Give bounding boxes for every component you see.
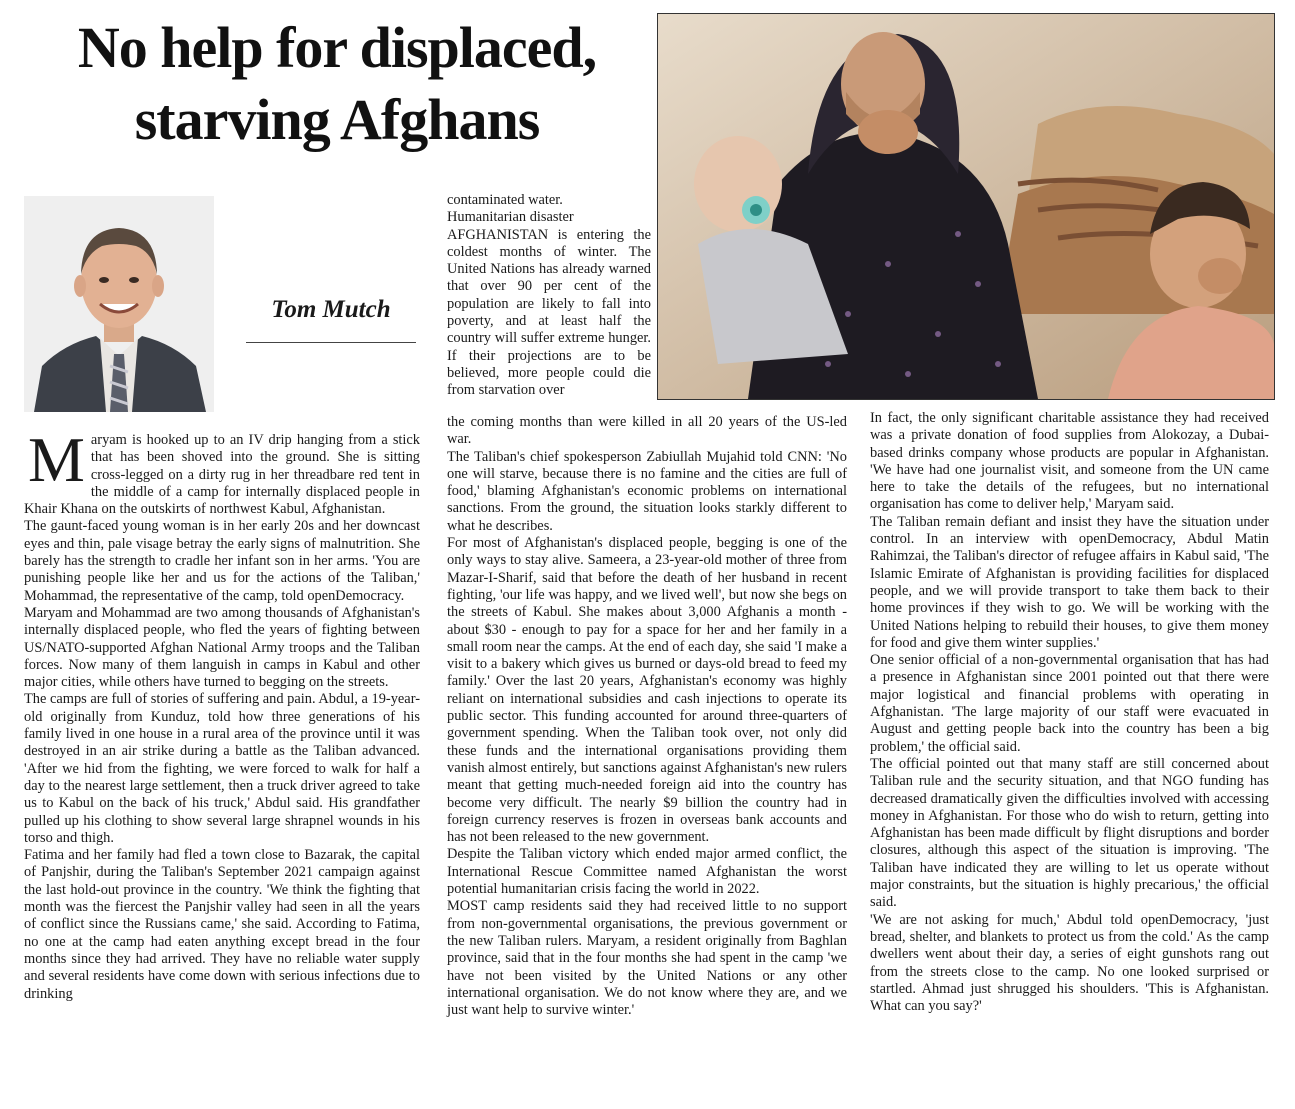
dropcap: M (28, 424, 85, 495)
paragraph: The gaunt-faced young woman is in her early 20s and her downcast eyes and thin, pale visage betray the early signs of malnutrition. She barely has the strength to cradle her infant son in her arms. 'You are punishing people like her and us for the actions of the Taliban,' Mohammad, the representative of the camp, told openDemocracy. (24, 518, 420, 604)
headline-line-1: No help for displaced, (77, 15, 597, 80)
paragraph: The Taliban remain defiant and insist they have the situation under control. In an interview with openDemocracy, Abdul Matin Rahimzai, the Taliban's director of refugee affairs in Kabul said, 'The Islamic Emirate of Afghanistan is providing facilities for displaced people, and we will provide transport to take them back to their home provinces if they wish to go. We will be working with the United Nations helping to rebuild their houses, to give them money for food and give them winter supplies.' (870, 513, 1269, 651)
paragraph: Maryam and Mohammad are two among thousands of Afghanistan's internally displaced people, who fled the years of fighting between US/NATO-supported Afghan National Army troops and the Taliban forces. Now many of them languish in camps in Kabul and other major cities, while others have turned to begging on the streets. (24, 604, 420, 691)
headline-line-2: starving Afghans (134, 87, 540, 152)
paragraph: For most of Afghanistan's displaced people, begging is one of the only ways to stay alive. Sameera, a 23-year-old mother of three from Mazar-I-Sharif, said that before the death of her husband in recent fighting, 'our life was happy, and we lived well', but now she begs on the streets of Kabul. She makes about 3,000 Afghanis a month - about $30 - enough to pay for a space for her and her family in a small room near the camps. At the end of each day, she said 'I make a visit to a bakery which gives us burned or days-old bread to feed my family.' Over the last 20 years, Afghanistan's economy was highly reliant on international subsidies and cash injections to operate its public sector. This funding accounted for around three-quarters of government spending. When the Taliban took over, not only did these funds and the international organisations providing them vanish almost entirely, but sanctions against Afghanistan's new rulers meant that getting much-needed foreign aid into the country has become very difficult. The nearly $9 billion the country had in foreign currency reserves is frozen in overseas bank accounts and has not been released to the new government. (447, 535, 847, 846)
article-column-1 (24, 424, 420, 1003)
paragraph: The official pointed out that many staff are still concerned about Taliban rule and the security situation, and that NGO funding has decreased dramatically given the difficulties involved with accessing money in Afghanistan. For those who do wish to return, getting into Afghanistan has been made difficult by flight disruptions and border closures, although this aspect of the situation is improving. 'The Taliban have indicated they are willing to let us operate without major constraints, but the situation is highly precarious,' the official said. (870, 755, 1269, 911)
paragraph: Fatima and her family had fled a town close to Bazarak, the capital of Panjshir, during the Taliban's September 2021 campaign against the last hold-out province in the country. 'We think the fighting that month was the fiercest the Panjshir valley had seen in all the years of conflict since the Russians came,' she said. According to Fatima, no one at the camp had eaten anything except bread in the four months since they had arrived. They have no reliable water supply and several residents have come down with serious infections due to drinking (24, 847, 420, 1002)
paragraph: AFGHANISTAN is entering the coldest months of winter. The United Nations has already warned that over 90 per cent of the population are likely to fall into poverty, and at least half the country will suffer extreme hunger. If their projections are to be believed, more people could die from starvation over (447, 226, 651, 399)
headline (22, 12, 652, 156)
byline-rule (246, 342, 416, 343)
paragraph: One senior official of a non-governmental organisation that has had a presence in Afghanistan since 2001 pointed out that there were major logistical and financial problems with operating in Afghanistan. 'The large majority of our staff were evacuated in August and getting people back into the country has been a big problem,' the official said. (870, 652, 1269, 755)
article-column-3 (870, 410, 1269, 1015)
paragraph (24, 424, 420, 518)
paragraph: The camps are full of stories of suffering and pain. Abdul, a 19-year-old originally from Kunduz, told how three generations of his family lived in one house in a rural area of the province until it was destroyed in an air strike during a battle as the Taliban advanced. 'After we hid from the fighting, we were forced to walk for half a day to the nearest large settlement, then a truck driver agreed to take us to Kabul on the back of his truck,' Abdul said. His grandfather pulled up his clothing to show several large shrapnel wounds in his torso and thigh. (24, 691, 420, 846)
paragraph: Despite the Taliban victory which ended major armed conflict, the International Rescue Committee named Afghanistan the worst potential humanitarian crisis facing the world in 2022. (447, 846, 847, 898)
byline: Tom Mutch (271, 296, 391, 323)
subheading: Humanitarian disaster (447, 209, 574, 226)
paragraph-text: aryam is hooked up to an IV drip hanging from a stick that has been shoved into the ground. She is sitting cross-legged on a dirty rug in her threadbare red tent in the middle of a camp for internally displaced people in Khair Khana on the outskirts of northwest Kabul, Afghanistan. (24, 432, 420, 518)
paragraph: the coming months than were killed in all 20 years of the US-led war. (447, 414, 847, 448)
author-photo (24, 196, 214, 412)
paragraph: 'We are not asking for much,' Abdul told openDemocracy, 'just bread, shelter, and blankets to protect us from the cold.' As the camp dwellers went about their day, a series of eight gunshots rang out from the streets close to the camp. No one looked surprised or startled. Ahmad just shrugged his shoulders. 'This is Afghanistan. What can you say?' (870, 911, 1269, 1015)
article-column-2-top (447, 192, 651, 400)
paragraph: The Taliban's chief spokesperson Zabiullah Mujahid told CNN: 'No one will starve, because there is no famine and the cities are full of food,' blaming Afghanistan's economic problems on international sanctions. From the ground, the situation looks starkly different to what he describes. (447, 448, 847, 534)
paragraph: MOST camp residents said they had received little to no support from non-governmental organisations, the previous government or the new Taliban rulers. Maryam, a resident originally from Baghlan province, said that in the four months she had spent in the camp 'we have not been visited by the United Nations or any other international organisation. We do not know where they are, and we just want help to survive winter.' (447, 898, 847, 1019)
paragraph: In fact, the only significant charitable assistance they had received was a private donation of food supplies from Alokozay, a Dubai-based drinks company whose products are popular in Afghanistan. 'We have had one journalist visit, and someone from the UN came here to take the details of the refugees, but no international organisation has come to deliver help,' Maryam said. (870, 410, 1269, 513)
paragraph: contaminated water. (447, 192, 563, 208)
article-column-2 (447, 414, 847, 1019)
main-photo (657, 13, 1275, 400)
